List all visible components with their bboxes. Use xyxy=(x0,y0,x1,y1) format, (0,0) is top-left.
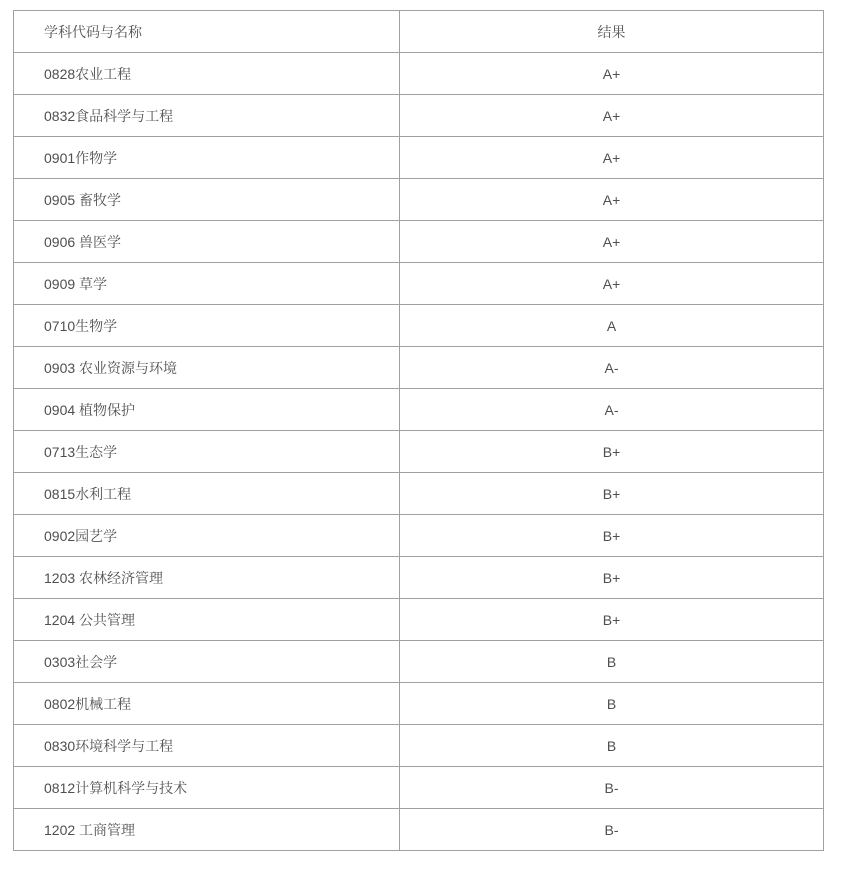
result-cell: B- xyxy=(400,767,824,809)
result-cell: B+ xyxy=(400,431,824,473)
result-cell: B+ xyxy=(400,515,824,557)
subject-cell: 0902园艺学 xyxy=(14,515,400,557)
result-cell: B+ xyxy=(400,473,824,515)
result-cell: B- xyxy=(400,809,824,851)
column-header-subject: 学科代码与名称 xyxy=(14,11,400,53)
subject-cell: 0906 兽医学 xyxy=(14,221,400,263)
result-cell: B+ xyxy=(400,599,824,641)
result-cell: B+ xyxy=(400,557,824,599)
subject-cell: 0830环境科学与工程 xyxy=(14,725,400,767)
subject-cell: 1203 农林经济管理 xyxy=(14,557,400,599)
table-row xyxy=(14,179,824,221)
subject-cell: 0303社会学 xyxy=(14,641,400,683)
result-cell: A+ xyxy=(400,179,824,221)
table-row xyxy=(14,515,824,557)
discipline-evaluation-table xyxy=(13,10,824,851)
result-cell: A+ xyxy=(400,95,824,137)
subject-cell: 0812计算机科学与技术 xyxy=(14,767,400,809)
subject-cell: 0903 农业资源与环境 xyxy=(14,347,400,389)
table-row xyxy=(14,725,824,767)
subject-cell: 1202 工商管理 xyxy=(14,809,400,851)
result-cell: A- xyxy=(400,389,824,431)
result-cell: A+ xyxy=(400,263,824,305)
result-cell: A+ xyxy=(400,137,824,179)
subject-cell: 0904 植物保护 xyxy=(14,389,400,431)
table-row xyxy=(14,263,824,305)
table-row xyxy=(14,641,824,683)
table-row xyxy=(14,557,824,599)
table-row xyxy=(14,137,824,179)
subject-cell: 0905 畜牧学 xyxy=(14,179,400,221)
result-cell: A+ xyxy=(400,221,824,263)
subject-cell: 0713生态学 xyxy=(14,431,400,473)
table-row xyxy=(14,683,824,725)
table-row xyxy=(14,221,824,263)
subject-cell: 0802机械工程 xyxy=(14,683,400,725)
table-row xyxy=(14,599,824,641)
table-row xyxy=(14,53,824,95)
result-cell: B xyxy=(400,683,824,725)
subject-cell: 0901作物学 xyxy=(14,137,400,179)
subject-cell: 0909 草学 xyxy=(14,263,400,305)
table-row xyxy=(14,95,824,137)
header-row xyxy=(14,11,824,53)
table-row xyxy=(14,809,824,851)
subject-cell: 0832食品科学与工程 xyxy=(14,95,400,137)
result-cell: A- xyxy=(400,347,824,389)
subject-cell: 0815水利工程 xyxy=(14,473,400,515)
subject-cell: 1204 公共管理 xyxy=(14,599,400,641)
result-cell: B xyxy=(400,725,824,767)
result-cell: A xyxy=(400,305,824,347)
table-row xyxy=(14,347,824,389)
table-row xyxy=(14,767,824,809)
result-cell: B xyxy=(400,641,824,683)
subject-cell: 0710生物学 xyxy=(14,305,400,347)
table-row xyxy=(14,473,824,515)
subject-cell: 0828农业工程 xyxy=(14,53,400,95)
table-row xyxy=(14,389,824,431)
table-row xyxy=(14,305,824,347)
table-row xyxy=(14,431,824,473)
result-cell: A+ xyxy=(400,53,824,95)
column-header-result: 结果 xyxy=(400,11,824,53)
